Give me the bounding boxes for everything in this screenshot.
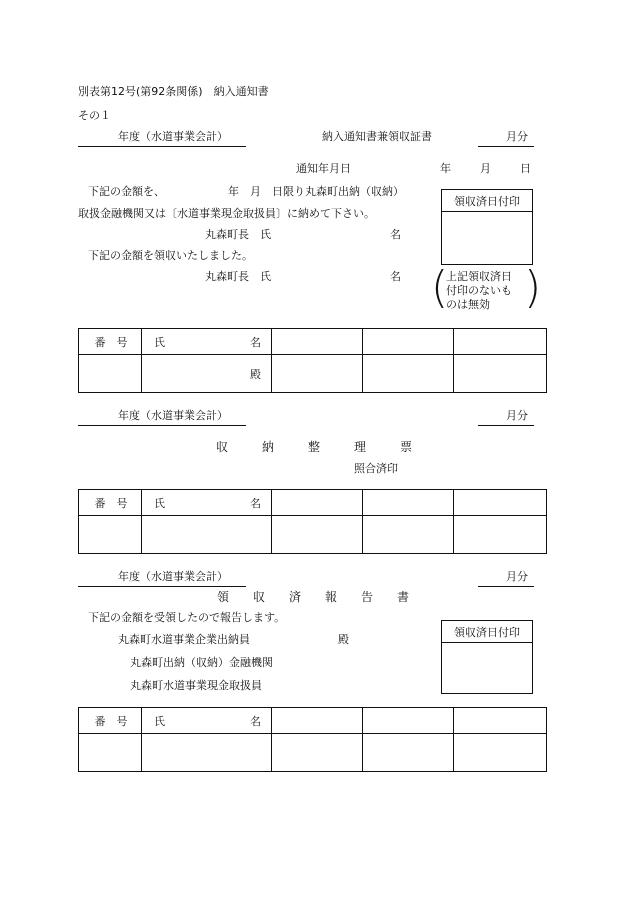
amount-cell-3[interactable] — [454, 490, 547, 516]
receipt-stamp-box-3 — [441, 620, 533, 694]
part-label: その１ — [78, 109, 111, 122]
amount-cell-1[interactable] — [272, 708, 363, 734]
receipt-stamp-label-3: 領収済日付印 — [442, 621, 532, 643]
number-header-cell — [79, 708, 142, 734]
name-header-surname: 氏 — [154, 496, 165, 510]
fiscal-year-underline-3 — [78, 586, 246, 587]
value-cell-1[interactable] — [272, 734, 363, 772]
name-header-surname: 氏 — [154, 335, 165, 349]
note-close-paren: ) — [524, 262, 542, 313]
validity-note-line-2: 付印のないも — [446, 284, 512, 297]
mayor-name-label-1: 丸森町長 氏 — [205, 228, 271, 241]
name-header-cell — [142, 490, 272, 516]
receipt-stamp-box-1 — [441, 189, 533, 265]
addressee-cashier: 丸森町水道事業企業出納員 — [118, 633, 250, 646]
value-cell-3[interactable] — [454, 516, 547, 554]
financial-institution-label: 丸森町出納（収納）金融機関 — [130, 656, 273, 669]
number-header-cell — [79, 329, 142, 355]
validity-note-line-1: 上記領収済日 — [446, 270, 512, 283]
title2-char-4: 理 — [354, 440, 367, 454]
month-label-2: 月分 — [506, 409, 528, 422]
form-title: 別表第12号(第92条関係) 納入通知書 — [78, 85, 269, 98]
verified-stamp-label: 照合済印 — [354, 462, 398, 475]
value-cell-3[interactable] — [454, 355, 547, 393]
month-underline-2 — [478, 425, 534, 426]
fiscal-year-underline-1 — [78, 146, 246, 147]
month-underline-3 — [478, 586, 534, 587]
value-cell-3[interactable] — [454, 734, 547, 772]
title3-char-5: 告 — [361, 590, 374, 604]
month-label-1: 月分 — [506, 130, 528, 143]
notice-date-day: 日 — [520, 162, 531, 175]
fiscal-year-3: 年度（水道事業会計） — [118, 570, 228, 583]
name-header-given: 名 — [250, 496, 261, 510]
name-header-given: 名 — [250, 714, 261, 728]
payment-instruction-b: 年 月 日限り丸森町出納（収納） — [228, 185, 404, 198]
value-cell-2[interactable] — [363, 734, 454, 772]
fiscal-year-1: 年度（水道事業会計） — [118, 130, 228, 143]
value-cell-2[interactable] — [363, 516, 454, 554]
title3-char-2: 収 — [253, 590, 266, 604]
receipt-stamp-label-1: 領収済日付印 — [442, 190, 532, 212]
title3-char-6: 書 — [397, 590, 410, 604]
honorific-dono: 殿 — [250, 367, 261, 381]
notice-date-label: 通知年月日 — [296, 162, 351, 175]
notice-date-year: 年 — [440, 162, 451, 175]
title2-char-2: 納 — [262, 440, 275, 454]
payment-instruction-line2: 取扱金融機関又は〔水道事業現金取扱員〕に納めて下さい。 — [78, 207, 375, 220]
name-cell[interactable] — [142, 355, 272, 393]
value-cell-1[interactable] — [272, 516, 363, 554]
value-cell-1[interactable] — [272, 355, 363, 393]
number-header: 番 号 — [94, 335, 128, 349]
amount-cell-2[interactable] — [363, 708, 454, 734]
fiscal-year-underline-2 — [78, 425, 246, 426]
honorific-dono-3: 殿 — [338, 633, 349, 646]
number-header: 番 号 — [94, 496, 128, 510]
number-cell[interactable] — [79, 516, 142, 554]
title3-char-1: 領 — [217, 590, 230, 604]
payer-table-1 — [78, 328, 547, 393]
name-header-given: 名 — [250, 335, 261, 349]
name-cell[interactable] — [142, 734, 272, 772]
number-header-cell — [79, 490, 142, 516]
number-header: 番 号 — [94, 714, 128, 728]
payment-instruction-a: 下記の金額を、 — [88, 185, 165, 198]
amount-cell-2[interactable] — [363, 490, 454, 516]
title3-char-3: 済 — [289, 590, 302, 604]
title3-char-4: 報 — [325, 590, 338, 604]
month-underline-1 — [478, 146, 534, 147]
name-header-surname: 氏 — [154, 714, 165, 728]
note-open-paren: ( — [431, 262, 449, 313]
title2-char-3: 整 — [308, 440, 321, 454]
report-statement: 下記の金額を受領したので報告します。 — [88, 611, 286, 624]
validity-note-line-3: のは無効 — [446, 298, 490, 311]
title2-char-5: 票 — [400, 440, 413, 454]
title2-char-1: 収 — [216, 440, 229, 454]
name-header-cell — [142, 708, 272, 734]
name-header-cell — [142, 329, 272, 355]
mayor-name-suffix-2: 名 — [390, 270, 401, 283]
cash-handler-label: 丸森町水道事業現金取扱員 — [130, 679, 262, 692]
value-cell-2[interactable] — [363, 355, 454, 393]
amount-cell-2[interactable] — [363, 329, 454, 355]
payer-table-3 — [78, 707, 547, 772]
validity-note — [446, 270, 512, 312]
number-cell[interactable] — [79, 734, 142, 772]
amount-cell-3[interactable] — [454, 708, 547, 734]
mayor-name-label-2: 丸森町長 氏 — [205, 270, 271, 283]
payer-table-2 — [78, 489, 547, 554]
doc-title: 納入通知書兼領収証書 — [322, 130, 432, 143]
received-statement: 下記の金額を領収いたしました。 — [88, 249, 253, 262]
amount-cell-1[interactable] — [272, 329, 363, 355]
name-cell[interactable] — [142, 516, 272, 554]
amount-cell-3[interactable] — [454, 329, 547, 355]
mayor-name-suffix-1: 名 — [390, 228, 401, 241]
number-cell[interactable] — [79, 355, 142, 393]
amount-cell-1[interactable] — [272, 490, 363, 516]
notice-date-month: 月 — [480, 162, 491, 175]
fiscal-year-2: 年度（水道事業会計） — [118, 409, 228, 422]
month-label-3: 月分 — [506, 570, 528, 583]
